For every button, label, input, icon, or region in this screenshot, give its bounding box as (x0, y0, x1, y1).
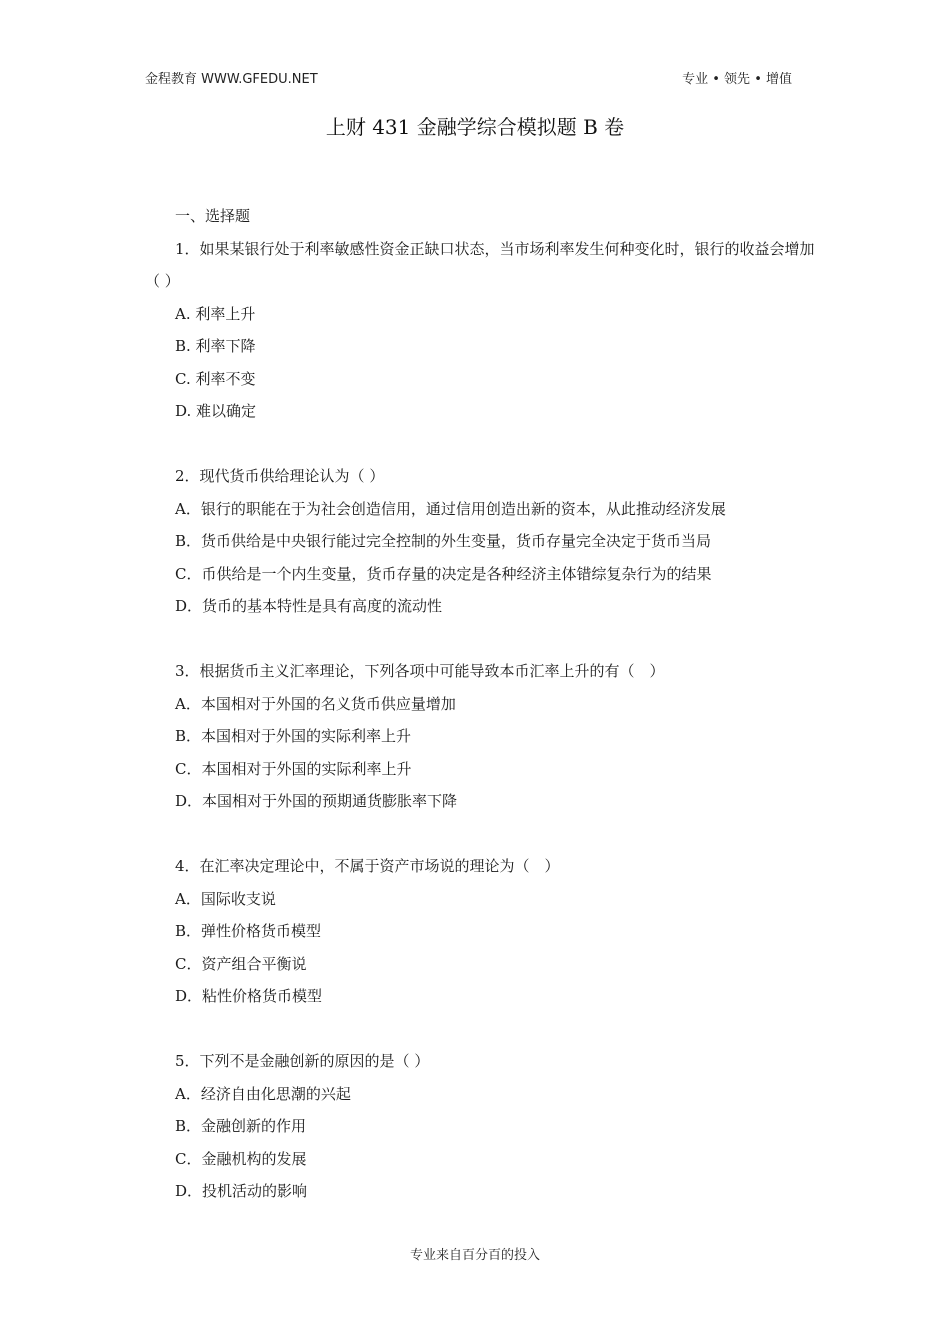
option-d: D. 难以确定 (175, 402, 257, 420)
option-b: B．弹性价格货币模型 (175, 922, 322, 940)
question-stem: 2．现代货币供给理论认为（ ） (175, 467, 385, 485)
option-c: C．金融机构的发展 (175, 1149, 307, 1168)
question-2 (145, 460, 815, 623)
header-right-slogan: 专业 • 领先 • 增值 (682, 72, 792, 87)
option-a: A．本国相对于外国的名义货币供应量增加 (175, 694, 456, 713)
page-title: 上财 431 金融学综合模拟题 B 卷 (325, 115, 625, 139)
question-stem: 1．如果某银行处于利率敏感性资金正缺口状态，当市场利率发生何种变化时，银行的收益会增加（ ） (145, 239, 815, 290)
spacer (145, 623, 815, 656)
option-b: B．货币供给是中央银行能过完全控制的外生变量，货币存量完全决定于货币当局 (175, 532, 712, 550)
question-stem: 3．根据货币主义汇率理论，下列各项中可能导致本币汇率上升的有（ ） (175, 662, 665, 680)
option-d: D．本国相对于外国的预期通货膨胀率下降 (175, 792, 458, 810)
option-c: C．币供给是一个内生变量，货币存量的决定是各种经济主体错综复杂行为的结果 (175, 564, 712, 583)
option-c: C. 利率不变 (175, 369, 256, 388)
page-footer: 专业来自百分百的投入 (409, 1248, 540, 1263)
option-a: A. 利率上升 (175, 304, 256, 323)
option-d: D．投机活动的影响 (175, 1182, 308, 1200)
option-b: B．本国相对于外国的实际利率上升 (175, 727, 412, 745)
section-heading: 一、选择题 (175, 207, 251, 225)
option-c: C．本国相对于外国的实际利率上升 (175, 759, 412, 778)
question-stem: 4．在汇率决定理论中，不属于资产市场说的理论为（ ） (175, 857, 560, 875)
option-d: D．货币的基本特性是具有高度的流动性 (175, 597, 443, 615)
option-c: C．资产组合平衡说 (175, 954, 307, 973)
spacer (145, 428, 815, 461)
option-a: A．经济自由化思潮的兴起 (175, 1084, 351, 1103)
option-b: B. 利率下降 (175, 337, 256, 355)
question-5 (145, 1045, 815, 1208)
spacer (145, 818, 815, 851)
header-left-brand: 金程教育 WWW.GFEDU.NET (145, 72, 318, 87)
option-a: A．国际收支说 (175, 889, 276, 908)
option-a: A．银行的职能在于为社会创造信用，通过信用创造出新的资本，从此推动经济发展 (175, 499, 726, 518)
option-d: D．粘性价格货币模型 (175, 987, 323, 1005)
question-4 (145, 850, 815, 1013)
question-3 (145, 655, 815, 818)
question-stem: 5．下列不是金融创新的原因的是（ ） (175, 1052, 430, 1070)
document-body (145, 200, 815, 1208)
question-1 (145, 233, 815, 428)
spacer (145, 1013, 815, 1046)
option-b: B．金融创新的作用 (175, 1117, 307, 1135)
